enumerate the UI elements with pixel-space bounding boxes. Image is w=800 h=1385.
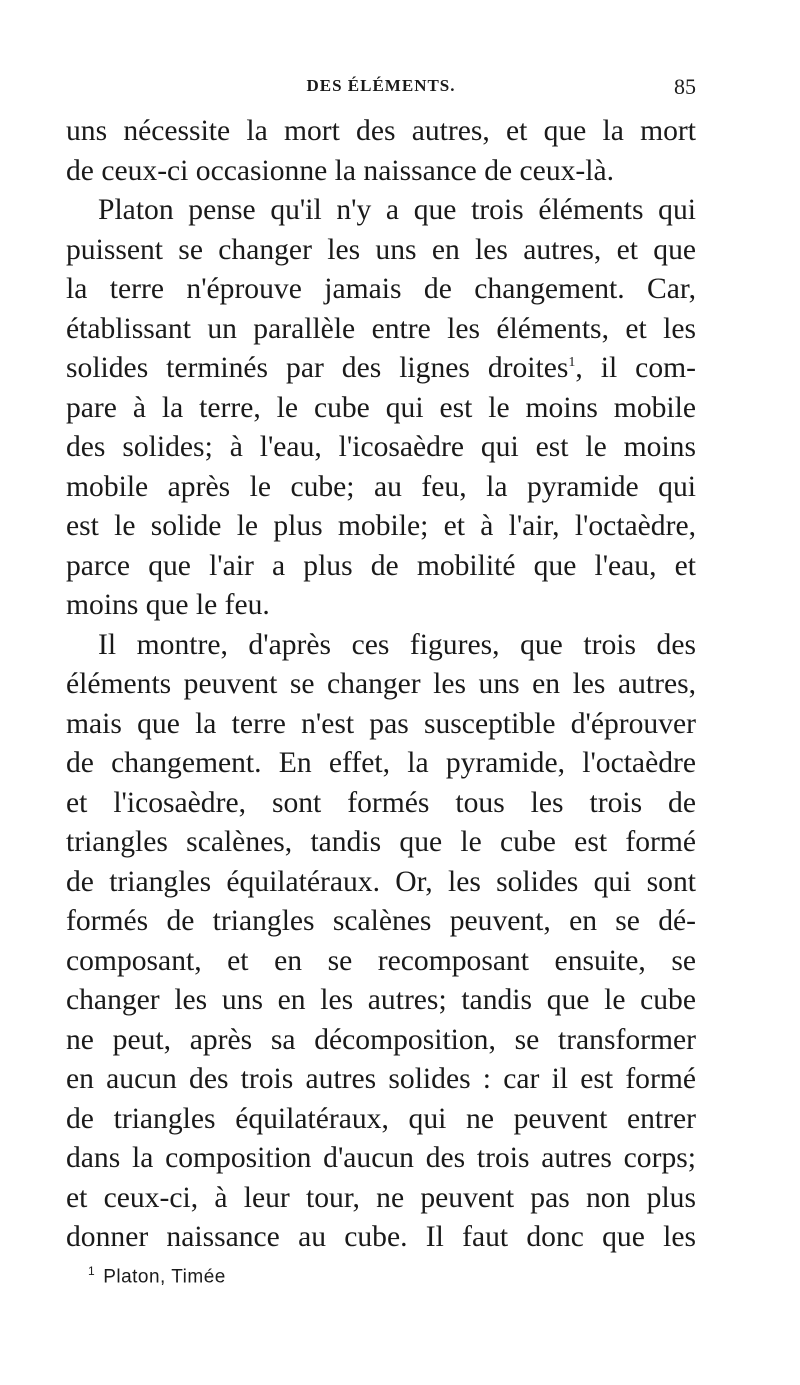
text-line: et ceux-ci, à leur tour, ne peuvent pas non plus bbox=[66, 1181, 696, 1214]
footnote-mark: 1 bbox=[88, 1264, 96, 1278]
footnote bbox=[88, 1264, 226, 1288]
text-line: en aucun des trois autres solides : car il est formé bbox=[66, 1063, 696, 1095]
text-segment: solides terminés par des lignes droites bbox=[66, 352, 569, 384]
text-line: formés de triangles scalènes peuvent, en se dé- bbox=[66, 905, 696, 937]
text-line: est le solide le plus mobile; et à l'air, l'octaèdre, bbox=[66, 510, 696, 542]
footnote-text: Platon, Timée bbox=[103, 1266, 226, 1288]
text-line: dans la composition d'aucun des trois autres corps; bbox=[66, 1142, 696, 1174]
text-line: Platon pense qu'il n'y a que trois éléments qui bbox=[98, 194, 696, 226]
text-line: uns nécessite la mort des autres, et que la mort bbox=[66, 115, 696, 147]
text-line: éléments peuvent se changer les uns en les autres, bbox=[66, 668, 696, 700]
text-line: moins que le feu. bbox=[66, 589, 270, 621]
text-line: parce que l'air a plus de mobilité que l'eau, et bbox=[66, 549, 696, 582]
text-line: puissent se changer les uns en les autres, et que bbox=[66, 233, 696, 266]
text-line: de triangles équilatéraux. Or, les solides qui sont bbox=[66, 865, 696, 898]
text-segment: , il com- bbox=[575, 352, 696, 384]
text-line: composant, et en se recomposant ensuite, se bbox=[66, 944, 696, 977]
text-line: donner naissance au cube. Il faut donc que les bbox=[66, 1221, 696, 1253]
text-line: de triangles équilatéraux, qui ne peuvent entrer bbox=[66, 1102, 696, 1135]
text-line: des solides; à l'eau, l'icosaèdre qui est le moins bbox=[66, 431, 696, 463]
text-line: mais que la terre n'est pas susceptible d'éprouver bbox=[66, 707, 696, 740]
text-line-with-note bbox=[66, 349, 696, 389]
page-number: 85 bbox=[674, 74, 696, 99]
body-text bbox=[66, 112, 696, 1258]
running-title: DES ÉLÉMENTS. bbox=[306, 76, 456, 95]
text-line: mobile après le cube; au feu, la pyramide qui bbox=[66, 470, 696, 503]
running-head bbox=[66, 74, 696, 104]
text-line: et l'icosaèdre, sont formés tous les trois de bbox=[66, 786, 696, 819]
text-line: pare à la terre, le cube qui est le moins mobile bbox=[66, 391, 696, 424]
text-line: changer les uns en les autres; tandis que le cube bbox=[66, 984, 696, 1016]
text-line: la terre n'éprouve jamais de changement. Car, bbox=[66, 273, 696, 305]
text-line: Il montre, d'après ces figures, que trois des bbox=[98, 628, 696, 661]
text-line: de changement. En effet, la pyramide, l'octaèdre bbox=[66, 747, 696, 779]
text-line: établissant un parallèle entre les éléments, et les bbox=[66, 312, 696, 345]
text-line: de ceux-ci occasionne la naissance de ceux-là. bbox=[66, 154, 615, 187]
text-line: triangles scalènes, tandis que le cube est formé bbox=[66, 826, 696, 858]
footnote-reference: 1 bbox=[568, 355, 576, 371]
text-line: ne peut, après sa décomposition, se transformer bbox=[66, 1023, 696, 1056]
